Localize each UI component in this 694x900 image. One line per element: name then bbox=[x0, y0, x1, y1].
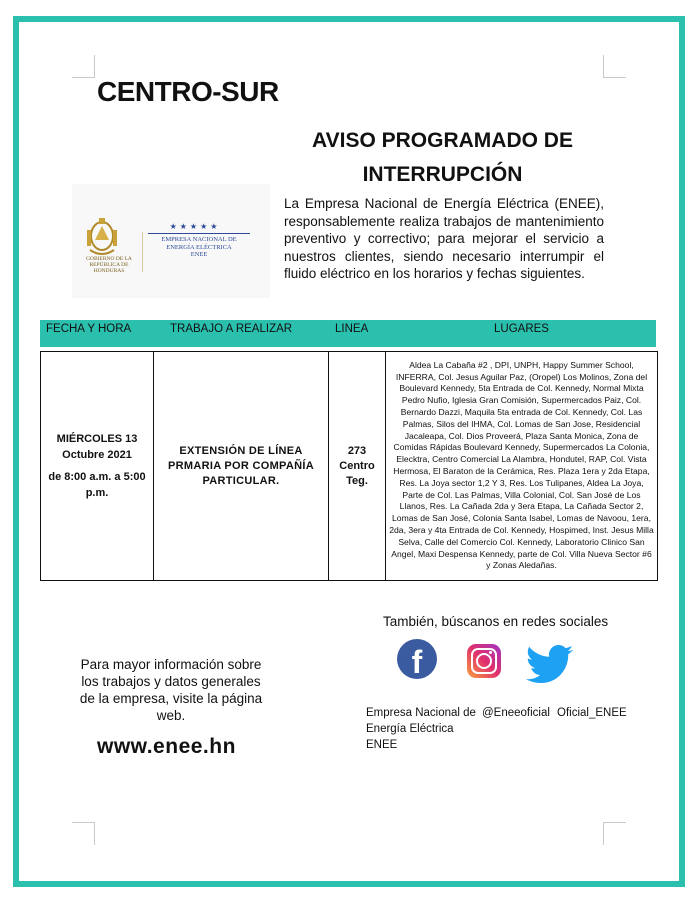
crop-mark-top-right bbox=[603, 55, 626, 78]
facebook-icon[interactable]: f bbox=[397, 639, 437, 679]
instagram-icon-lens bbox=[476, 653, 492, 669]
more-info-text: Para mayor información sobre los trabajos y datos generales de la empresa, visite la página web. bbox=[79, 657, 263, 723]
header-linea: LINEA bbox=[335, 323, 369, 335]
twitter-icon[interactable] bbox=[522, 645, 578, 685]
crop-mark-bottom-left bbox=[72, 822, 95, 845]
website-link[interactable]: www.enee.hn bbox=[97, 735, 236, 758]
date-day: MIÉRCOLES 13 bbox=[56, 433, 138, 445]
region-title: CENTRO-SUR bbox=[97, 76, 279, 107]
enee-logo-line1: EMPRESA NACIONAL DE bbox=[161, 236, 237, 243]
enee-stars-icon: ★★★★★ bbox=[169, 222, 221, 231]
instagram-icon[interactable] bbox=[467, 644, 501, 678]
schedule-table bbox=[40, 351, 658, 581]
social-title: También, búscanos en redes sociales bbox=[383, 614, 609, 629]
cell-places: Aldea La Cabaña #2 , DPI, UNPH, Happy Summer School, INFERRA, Col. Jesus Aguilar Paz, (Oropel) Los Molinos, Zona del Boulevard Kennedy, 5ta Entrada de Col. Kennedy, Normal Mixta Pedro Nufio, Iglesia Gran Comisión, Supermercados Paiz, Col. Bernardo Dazzi, Maquila 5ta entrada de Col. Kennedy, Col. Las Palmas, Silos del IHMA, Col. Lomas de San Jose, Residencial Jacaleapa, Col. Dios Proveerá, Plaza Santa Monica, Zona de Comidas Rápidas Boulevard Kennedy, Supermercados La Colonia, Elecktra, Centro Comercial La Alambra, Hondutel, RAP, Col. Vista Hermosa, El Baraton de la Cerámica, Res. Plaza 1era y 2da Etapa, Res. La Joya sector 1,2 Y 3, Res. Los Tulipanes, Aldea La Joya, Parte de Col. Las Palmas, Villa Colonial, Col. San José de Los Llanos, Res. La Cañada 2da y 3era Etapa, La Cañada Sector 2, Lomas de San José, Colonia Santa Isabel, Lomas de Navoou, 1era, 2da, 3era y 4ta Entrada de Col. Kennedy, Hospimed, Inst. Jesus Milla Selva, Calle del Comercio Col. Kennedy, Laboratorio Clinico San Angel, Maxi Despensa Kennedy, parte de Col. Villa Nueva Sector #6 y Zonas Aledañas. bbox=[386, 352, 658, 581]
intro-paragraph: La Empresa Nacional de Energía Eléctrica (ENEE), responsablemente realiza trabajos de mantenimiento preventivo y correctivo; para mejorar el servicio a nuestros clientes, siendo necesario interrumpir el fluido eléctrico en los horarios y fechas siguientes. bbox=[284, 196, 604, 281]
twitter-handle[interactable]: Oficial_ENEE bbox=[557, 707, 627, 719]
honduras-seal-icon bbox=[82, 210, 122, 260]
gov-logo-line1: GOBIERNO DE LA bbox=[86, 256, 132, 262]
table-row bbox=[41, 352, 658, 581]
gov-logo-line2: REPÚBLICA DE HONDURAS bbox=[89, 262, 129, 274]
logo-divider bbox=[142, 232, 143, 272]
cell-work: EXTENSIÓN DE LÍNEA PRMARIA POR COMPAÑÍA PARTICULAR. bbox=[154, 352, 329, 581]
enee-logo-text bbox=[146, 236, 252, 259]
cell-date bbox=[41, 352, 154, 581]
date-time: de 8:00 a.m. a 5:00 p.m. bbox=[48, 471, 146, 499]
line-number: 273 bbox=[347, 444, 367, 457]
cell-line bbox=[329, 352, 386, 581]
facebook-name-line3: ENEE bbox=[366, 739, 398, 751]
crop-mark-top-left bbox=[72, 55, 95, 78]
instagram-handle[interactable]: @Eneeoficial bbox=[482, 707, 550, 719]
instagram-icon-dot bbox=[489, 651, 492, 654]
header-lugares: LUGARES bbox=[494, 323, 549, 335]
table-header bbox=[40, 320, 656, 347]
notice-title-line2: INTERRUPCIÓN bbox=[362, 163, 523, 186]
gov-logo-text bbox=[78, 256, 140, 274]
crop-mark-bottom-right bbox=[603, 822, 626, 845]
line-zone: Centro bbox=[339, 459, 375, 472]
date-month-year: Octubre 2021 bbox=[62, 449, 132, 461]
line-city: Teg. bbox=[346, 474, 368, 487]
facebook-name-line1: Empresa Nacional de bbox=[366, 707, 476, 719]
notice-title-line1: AVISO PROGRAMADO DE bbox=[312, 129, 573, 152]
enee-logo-line3: ENEE bbox=[190, 251, 208, 258]
header-fecha: FECHA Y HORA bbox=[46, 323, 132, 335]
enee-logo-rule bbox=[148, 233, 250, 234]
enee-logo-line2: ENERGÍA ELÉCTRICA bbox=[166, 243, 232, 251]
notice-title bbox=[270, 124, 615, 192]
header-trabajo: TRABAJO A REALIZAR bbox=[170, 323, 293, 335]
facebook-name-line2: Energía Eléctrica bbox=[366, 723, 454, 735]
